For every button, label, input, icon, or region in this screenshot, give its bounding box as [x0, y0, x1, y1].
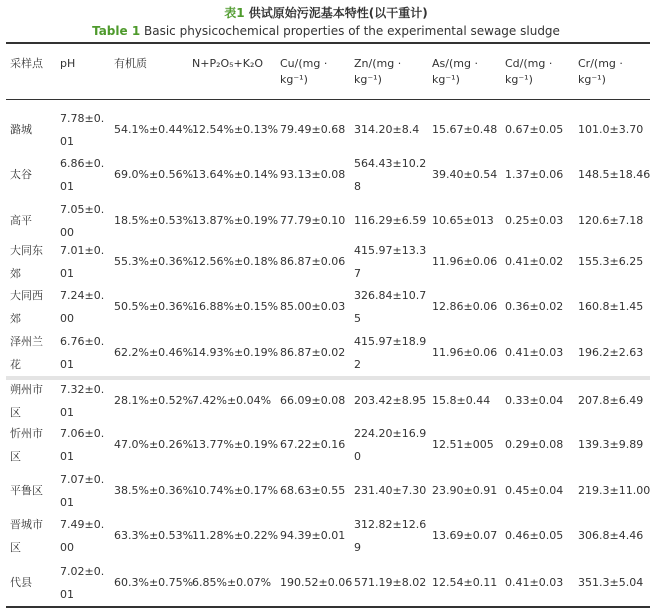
table-cell: 93.13±0.08 — [280, 168, 346, 181]
header-site: 采样点 — [10, 57, 43, 70]
table-cell: 13.64%±0.14% — [192, 168, 279, 181]
table-cell: 120.6±7.18 — [578, 214, 644, 227]
table-cell: 12.54±0.11 — [432, 576, 498, 589]
table-cell: 0.41±0.03 — [505, 346, 564, 359]
table-cell: 231.40±7.30 — [354, 484, 427, 497]
table-cell: 7.06±0.01 — [60, 427, 105, 463]
table-cell: 101.0±3.70 — [578, 123, 644, 136]
table-cell: 0.29±0.08 — [505, 438, 564, 451]
table-cell: 306.8±4.46 — [578, 529, 644, 542]
table-cell: 7.78±0.01 — [60, 112, 105, 148]
table-cell-site: 忻州市区 — [10, 427, 43, 463]
table-cell: 60.3%±0.75% — [114, 576, 194, 589]
table-cell: 7.49±0.00 — [60, 518, 105, 554]
header-ph: pH — [60, 57, 76, 70]
table-cell: 62.2%±0.46% — [114, 346, 194, 359]
table-cell: 415.97±13.37 — [354, 244, 427, 280]
table-cell-site: 大同西郊 — [10, 289, 43, 325]
table-cell: 7.01±0.01 — [60, 244, 105, 280]
table-cell: 11.96±0.06 — [432, 255, 498, 268]
table-cell: 571.19±8.02 — [354, 576, 427, 589]
header-cr: Cr/(mg · kg⁻¹) — [578, 57, 623, 86]
table-cell: 11.96±0.06 — [432, 346, 498, 359]
table-cell: 54.1%±0.44% — [114, 123, 194, 136]
table-cell: 15.67±0.48 — [432, 123, 498, 136]
table-cell: 6.76±0.01 — [60, 335, 105, 371]
table-cell: 7.05±0.00 — [60, 203, 105, 239]
table-cell: 564.43±10.28 — [354, 157, 427, 193]
table-cell: 10.74%±0.17% — [192, 484, 279, 497]
header-npk: N+P₂O₅+K₂O — [192, 57, 264, 70]
table-cell: 155.3±6.25 — [578, 255, 644, 268]
table-cell-site: 太谷 — [10, 168, 32, 181]
table-cell: 6.86±0.01 — [60, 157, 105, 193]
table-cell: 28.1%±0.52% — [114, 394, 194, 407]
table-cell: 11.28%±0.22% — [192, 529, 279, 542]
caption-en-label: Table 1 — [92, 24, 141, 38]
table-cell: 7.42%±0.04% — [192, 394, 272, 407]
table-caption-en — [0, 24, 652, 38]
header-cu: Cu/(mg · kg⁻¹) — [280, 57, 328, 86]
table-cell: 14.93%±0.19% — [192, 346, 279, 359]
table-cell-site: 高平 — [10, 214, 32, 227]
table-cell: 79.49±0.68 — [280, 123, 346, 136]
table-cell: 190.52±0.06 — [280, 576, 353, 589]
table-cell: 6.85%±0.07% — [192, 576, 272, 589]
table-cell: 351.3±5.04 — [578, 576, 644, 589]
table-cell: 224.20±16.90 — [354, 427, 427, 463]
table-cell: 7.07±0.01 — [60, 473, 105, 509]
table-cell-site: 平鲁区 — [10, 484, 43, 497]
table-cell: 55.3%±0.36% — [114, 255, 194, 268]
table-top-rule — [6, 42, 650, 44]
table-cell: 13.87%±0.19% — [192, 214, 279, 227]
table-cell: 16.88%±0.15% — [192, 300, 279, 313]
table-cell: 12.86±0.06 — [432, 300, 498, 313]
table-cell-site: 晋城市区 — [10, 518, 43, 554]
table-cell: 12.51±005 — [432, 438, 494, 451]
table-cell: 160.8±1.45 — [578, 300, 644, 313]
table-cell: 7.32±0.01 — [60, 383, 105, 419]
table-cell: 0.45±0.04 — [505, 484, 564, 497]
table-cell: 203.42±8.95 — [354, 394, 427, 407]
table-cell: 219.3±11.00 — [578, 484, 651, 497]
table-cell: 0.67±0.05 — [505, 123, 564, 136]
table-cell: 94.39±0.01 — [280, 529, 346, 542]
table-cell: 15.8±0.44 — [432, 394, 491, 407]
table-cell: 326.84±10.75 — [354, 289, 427, 325]
table-cell: 139.3±9.89 — [578, 438, 644, 451]
table-cell: 12.56%±0.18% — [192, 255, 279, 268]
table-cell: 415.97±18.92 — [354, 335, 427, 371]
header-as: As/(mg · kg⁻¹) — [432, 57, 478, 86]
table-cell: 1.37±0.06 — [505, 168, 564, 181]
table-cell: 67.22±0.16 — [280, 438, 346, 451]
table-cell: 23.90±0.91 — [432, 484, 498, 497]
table-cell: 0.41±0.02 — [505, 255, 564, 268]
table-cell: 66.09±0.08 — [280, 394, 346, 407]
table-cell: 12.54%±0.13% — [192, 123, 279, 136]
table-cell: 148.5±18.46 — [578, 168, 651, 181]
caption-en-text: Basic physicochemical properties of the experimental sewage sludge — [144, 24, 560, 38]
table-cell: 85.00±0.03 — [280, 300, 346, 313]
table-cell-site: 大同东郊 — [10, 244, 43, 280]
table-cell: 86.87±0.02 — [280, 346, 346, 359]
table-cell: 50.5%±0.36% — [114, 300, 194, 313]
table-cell-site: 泽州兰花 — [10, 335, 43, 371]
table-cell: 196.2±2.63 — [578, 346, 644, 359]
table-bottom-rule — [6, 606, 650, 608]
table-cell: 13.69±0.07 — [432, 529, 498, 542]
table-cell: 47.0%±0.26% — [114, 438, 194, 451]
table-cell: 69.0%±0.56% — [114, 168, 194, 181]
table-cell: 86.87±0.06 — [280, 255, 346, 268]
table-cell: 116.29±6.59 — [354, 214, 427, 227]
table-cell-site: 潞城 — [10, 123, 32, 136]
table-cell-site: 朔州市区 — [10, 383, 43, 419]
table-cell: 7.24±0.00 — [60, 289, 105, 325]
table-cell-site: 代县 — [10, 576, 32, 589]
header-organic-matter: 有机质 — [114, 57, 147, 70]
table-cell: 0.41±0.03 — [505, 576, 564, 589]
table-cell: 314.20±8.4 — [354, 123, 420, 136]
table-cell: 18.5%±0.53% — [114, 214, 194, 227]
table-cell: 39.40±0.54 — [432, 168, 498, 181]
table-cell: 0.25±0.03 — [505, 214, 564, 227]
table-cell: 0.46±0.05 — [505, 529, 564, 542]
caption-cn-label: 表1 — [224, 6, 245, 20]
table-cell: 0.33±0.04 — [505, 394, 564, 407]
table-cell: 7.02±0.01 — [60, 565, 105, 601]
table-cell: 77.79±0.10 — [280, 214, 346, 227]
caption-cn-text: 供试原始污泥基本特性(以干重计) — [248, 6, 428, 20]
header-zn: Zn/(mg · kg⁻¹) — [354, 57, 402, 86]
table-header-rule — [6, 99, 650, 100]
table-cell: 63.3%±0.53% — [114, 529, 194, 542]
table-cell: 10.65±013 — [432, 214, 494, 227]
table-cell: 0.36±0.02 — [505, 300, 564, 313]
table-cell: 68.63±0.55 — [280, 484, 346, 497]
table-caption-cn — [0, 4, 652, 21]
header-cd: Cd/(mg · kg⁻¹) — [505, 57, 553, 86]
table-cell: 13.77%±0.19% — [192, 438, 279, 451]
table-cell: 312.82±12.69 — [354, 518, 427, 554]
table-cell: 207.8±6.49 — [578, 394, 644, 407]
table-cell: 38.5%±0.36% — [114, 484, 194, 497]
